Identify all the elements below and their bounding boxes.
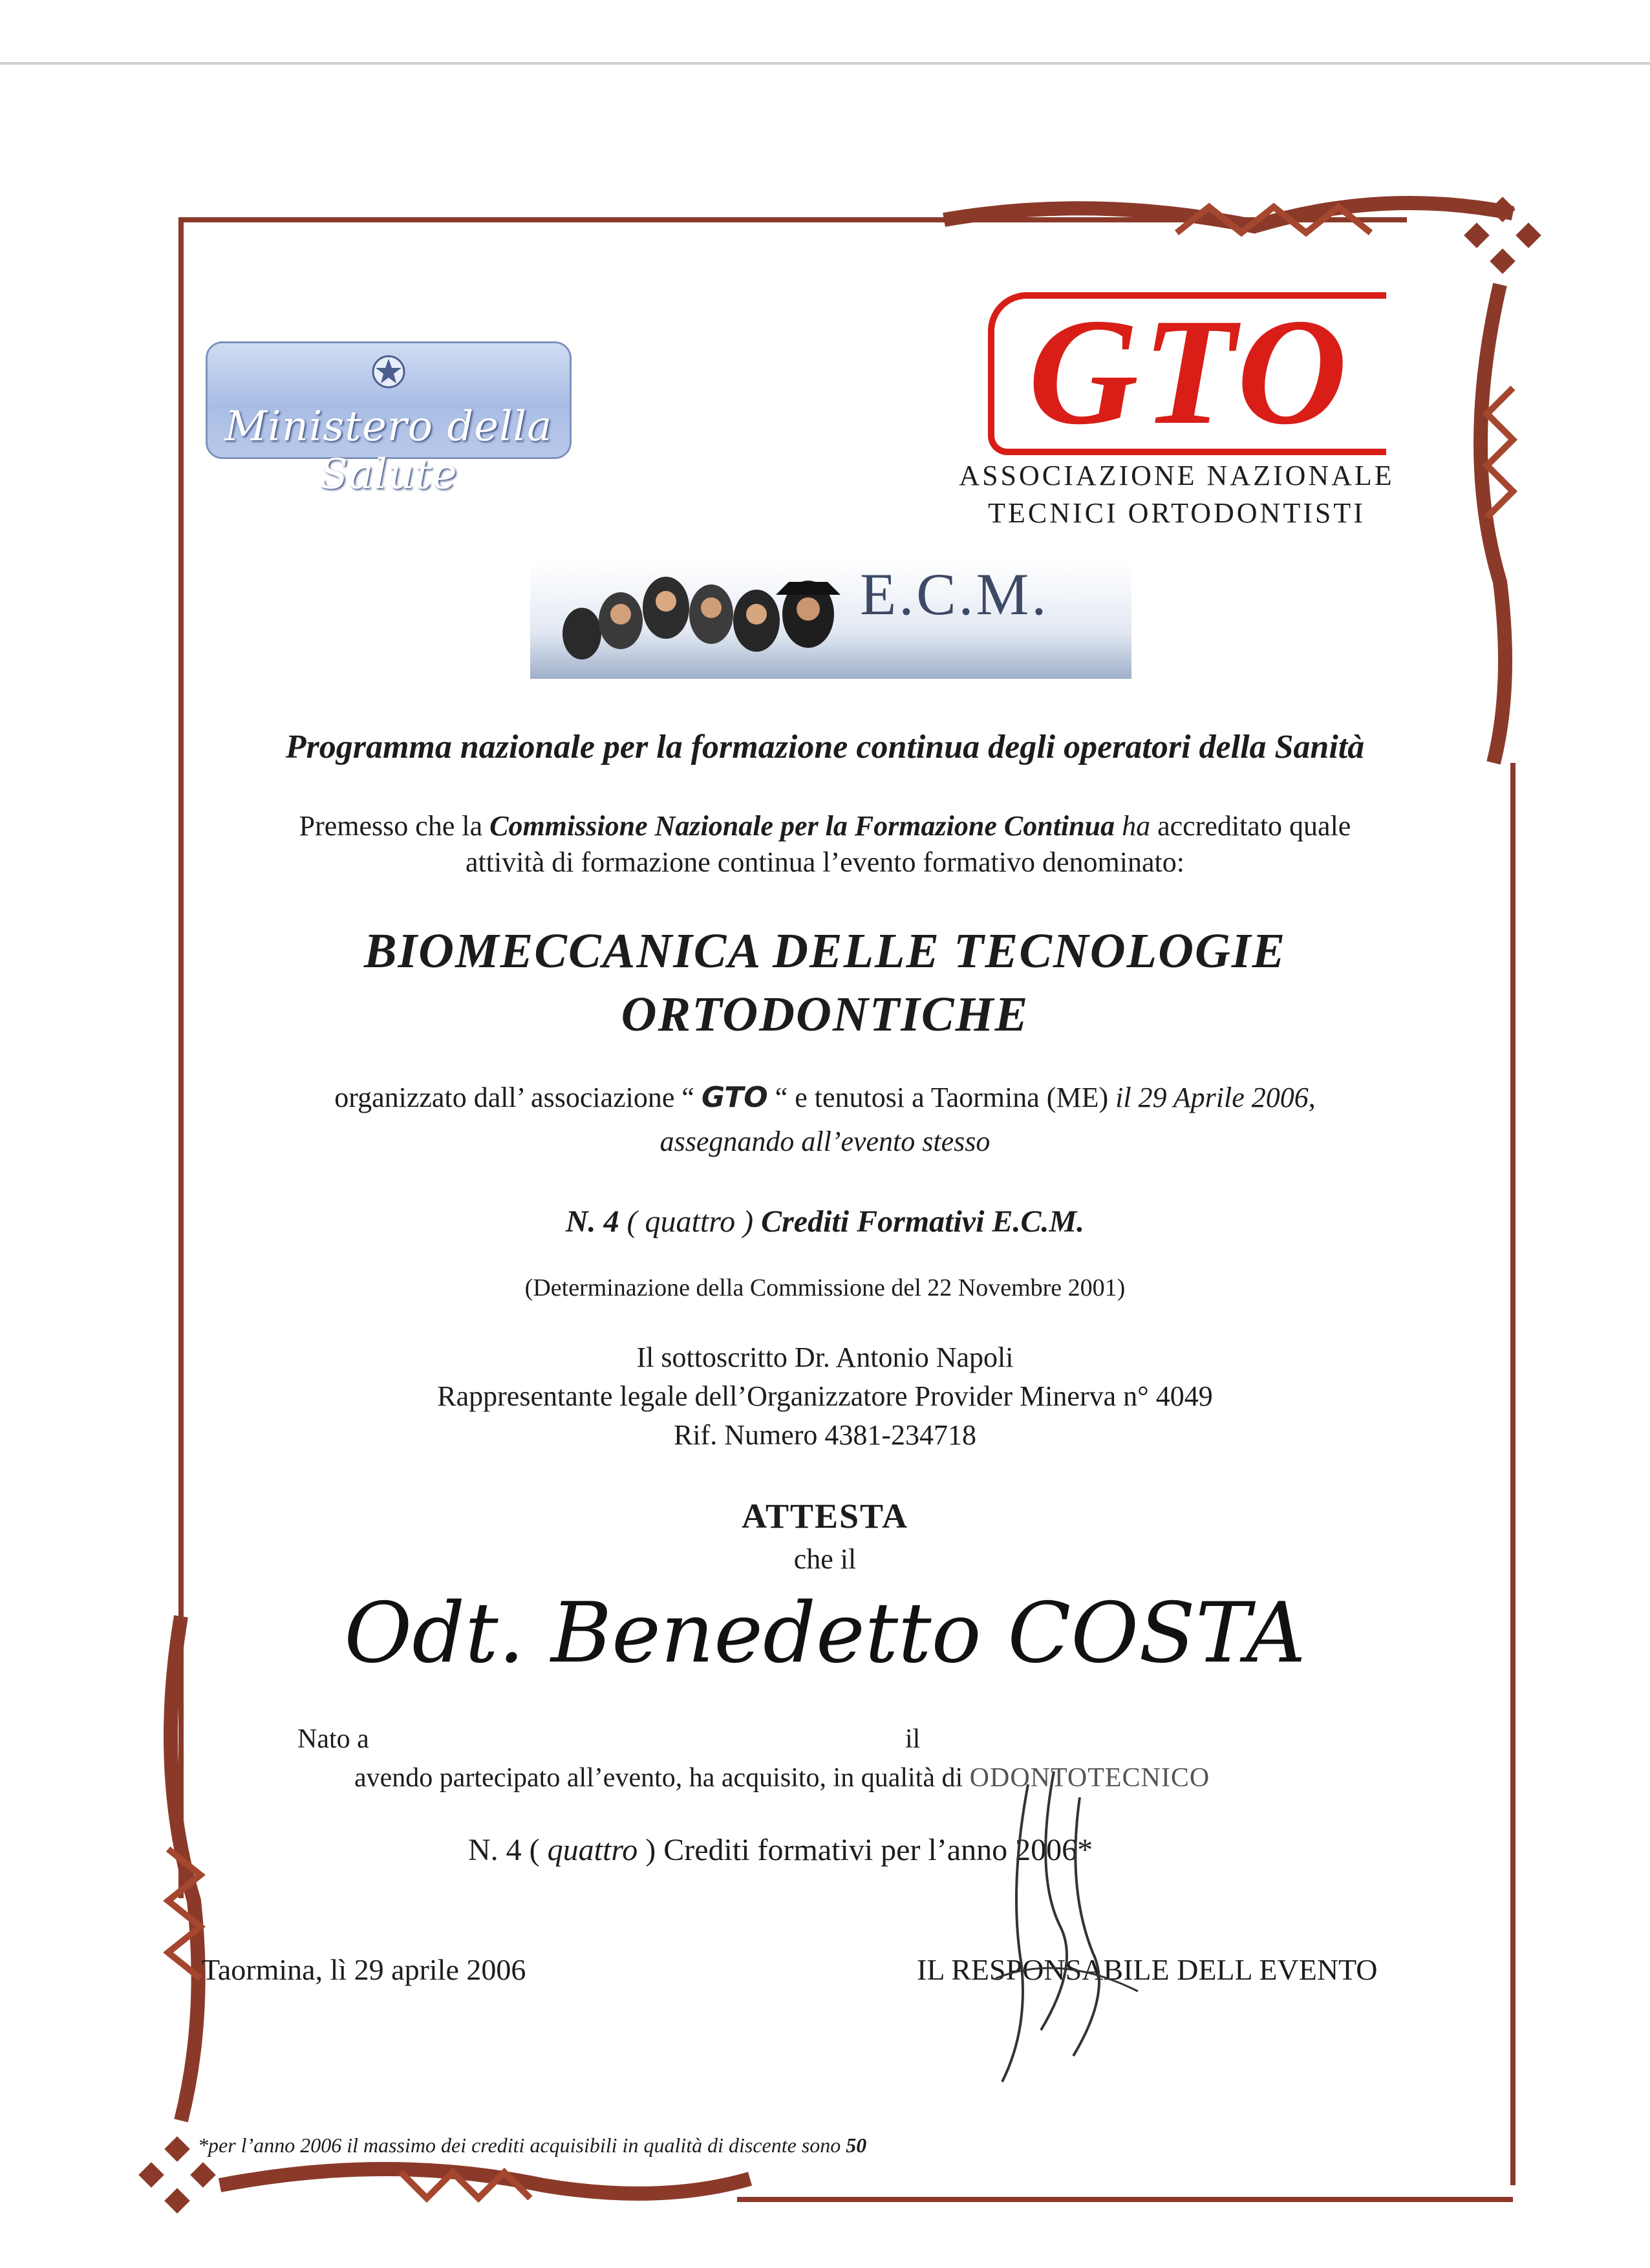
ecm-label: E.C.M. [860,561,1049,627]
premise-ha: ha [1115,810,1158,842]
premise-text-b: accreditato quale [1157,810,1351,842]
ministero-label: Ministero della Salute [224,403,553,498]
annual-credits-rest: ) Crediti formativi per l’anno 2006* [638,1833,1093,1867]
birthplace-label: Nato a [297,1724,369,1754]
ministero-logo [206,341,572,498]
emblem-icon [369,352,408,391]
event-date: il 29 Aprile 2006 [1115,1082,1309,1113]
organizer-gto: GTO [701,1081,768,1114]
corner-ornament-bottom-left [142,1603,763,2224]
participation-text: avendo partecipato all’evento, ha acquisito, in qualità di [354,1763,970,1793]
organizer-line-2: assegnando all’evento stesso [659,1126,991,1157]
event-title-line-1: BIOMECCANICA DELLE TECNOLOGIE [363,924,1287,978]
handwritten-signature [983,1759,1151,2095]
birthdate-label: il [905,1724,921,1754]
signer-line-3: Rif. Numero 4381-234718 [673,1419,977,1451]
credits-number: N. 4 [565,1204,619,1239]
responsible-label: IL RESPONSABILE DELL EVENTO [917,1953,1378,1986]
association-line-2: TECNICI ORTODONTISTI [988,497,1366,529]
signer-line-2: Rappresentante legale dell’Organizzatore Provider Minerva n° 4049 [437,1380,1213,1412]
place-date: Taormina, lì 29 aprile 2006 [202,1953,526,1986]
program-title: Programma nazionale per la formazione continua degli operatori della Sanità [285,729,1365,765]
organizer-line-1 [0,1081,1650,1114]
qualification: ODONTOTECNICO [969,1763,1210,1793]
organizer-text-a: organizzato dall’ associazione “ [334,1082,702,1113]
footnote-text: *per l’anno 2006 il massimo dei crediti acquisibili in qualità di discente sono [198,2134,846,2157]
recipient-name: Odt. Benedetto COSTA [344,1585,1306,1682]
commission-name: Commissione Nazionale per la Formazione Continua [489,810,1115,842]
premise-line-2: attività di formazione continua l’evento formativo denominato: [466,846,1184,878]
annual-credits-n: N. 4 ( [468,1833,548,1867]
signer-line-1: Il sottoscritto Dr. Antonio Napoli [636,1342,1014,1373]
credits-label: Crediti Formativi E.C.M. [761,1204,1085,1239]
footnote-max: 50 [846,2134,867,2157]
determination-line: (Determinazione della Commissione del 22 Novembre 2001) [524,1274,1126,1301]
premise-line-1 [0,809,1650,842]
scan-edge-line [0,62,1650,65]
annual-credits-words: quattro [547,1833,638,1867]
people-illustration [556,569,853,672]
organizer-text-c: , [1308,1082,1316,1113]
che-il-text: che il [793,1543,857,1575]
frame-bottom-border [737,2197,1513,2202]
gto-logo: GTO [1028,288,1351,456]
association-line-1: ASSOCIAZIONE NAZIONALE [959,460,1395,491]
premise-text-a: Premesso che la [299,810,490,842]
attesta-heading: ATTESTA [741,1497,909,1535]
footnote [198,2134,866,2157]
organizer-text-b: “ e tenutosi a Taormina (ME) [767,1082,1116,1113]
credits-words: ( quattro ) [619,1204,762,1239]
ecm-credits-line [0,1204,1650,1239]
event-title-line-2: ORTODONTICHE [621,987,1029,1042]
